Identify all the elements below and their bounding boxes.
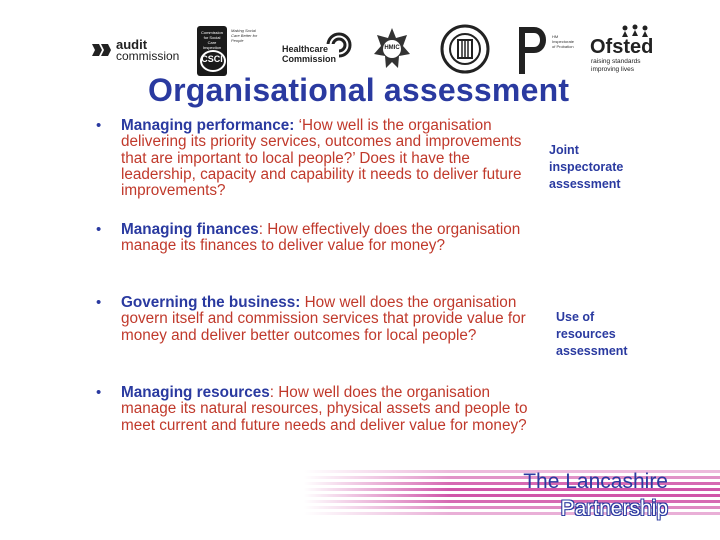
- side-label-line: resources: [556, 327, 616, 341]
- side-label-line: inspectorate: [549, 160, 624, 174]
- csci-logo: [197, 26, 267, 78]
- healthcare-line2: Commission: [282, 54, 337, 64]
- audit-commission-line1: audit: [116, 37, 148, 52]
- audit-commission-line2: commission: [116, 49, 180, 63]
- csci-badge: [197, 26, 227, 76]
- side-label-line: assessment: [549, 177, 621, 191]
- bullet-icon: •: [96, 221, 102, 238]
- list-item: [96, 118, 546, 199]
- footer-title-line1: The Lancashire: [523, 470, 668, 493]
- hm-prisons-logo: [440, 24, 490, 74]
- list-item: [96, 385, 546, 434]
- ofsted-tagline-1: raising standards: [591, 58, 641, 65]
- csci-tagline: Making Social Care Better for People: [231, 28, 258, 43]
- page-title: Organisational assessment: [148, 72, 570, 108]
- bullet-text: : How effectively does the organisation manage its finances to deliver value for money?: [121, 221, 521, 255]
- hmic-logo: [372, 26, 412, 74]
- healthcare-commission-logo: [282, 32, 354, 66]
- bullet-heading: Governing the business:: [121, 294, 301, 311]
- audit-commission-mark-icon: [90, 40, 114, 60]
- csci-caption: Commission for Social Care Inspection: [200, 30, 223, 50]
- list-item: [96, 295, 546, 344]
- prisons-seal-icon: [440, 24, 490, 74]
- probation-p-icon: [516, 24, 550, 76]
- bullet-icon: •: [96, 384, 102, 401]
- bullet-text: ‘How well is the organisation delivering its priority services, outcomes and improvements that are important to local people?’ Does it have the leadership, capacity and capability it needs to deliver future improvements?: [121, 117, 522, 200]
- bullet-heading: Managing resources: [121, 384, 270, 401]
- bullet-text: How well does the organisation govern itself and commission services that provide value for money and deliver better outcomes for local people?: [121, 294, 526, 344]
- side-label-line: Joint: [549, 143, 579, 157]
- list-item: [96, 222, 546, 255]
- side-label-line: Use of: [556, 310, 595, 324]
- bullet-heading: Managing performance:: [121, 117, 295, 134]
- healthcare-line1: Healthcare: [282, 44, 329, 54]
- logo-strip: [0, 18, 720, 80]
- bullet-icon: •: [96, 294, 102, 311]
- csci-letters: CSCI: [201, 54, 223, 64]
- audit-commission-logo: [90, 38, 182, 64]
- joint-inspectorate-label: [549, 142, 623, 193]
- bullet-heading: Managing finances: [121, 221, 259, 238]
- footer-title-line2: Partnership: [560, 497, 668, 520]
- ofsted-logo: [590, 24, 654, 76]
- hmic-letters: HMIC: [384, 45, 400, 51]
- ofsted-tagline-2: improving lives: [591, 66, 634, 73]
- probation-caption: HM Inspectorate of Probation: [552, 34, 575, 49]
- ofsted-wordmark: Ofsted: [590, 36, 654, 58]
- side-label-line: assessment: [556, 344, 628, 358]
- use-of-resources-label: [556, 309, 628, 360]
- bullet-text: : How well does the organisation manage its natural resources, physical assets and people to meet current and future needs and deliver value for money?: [121, 384, 528, 434]
- bullet-icon: •: [96, 117, 102, 134]
